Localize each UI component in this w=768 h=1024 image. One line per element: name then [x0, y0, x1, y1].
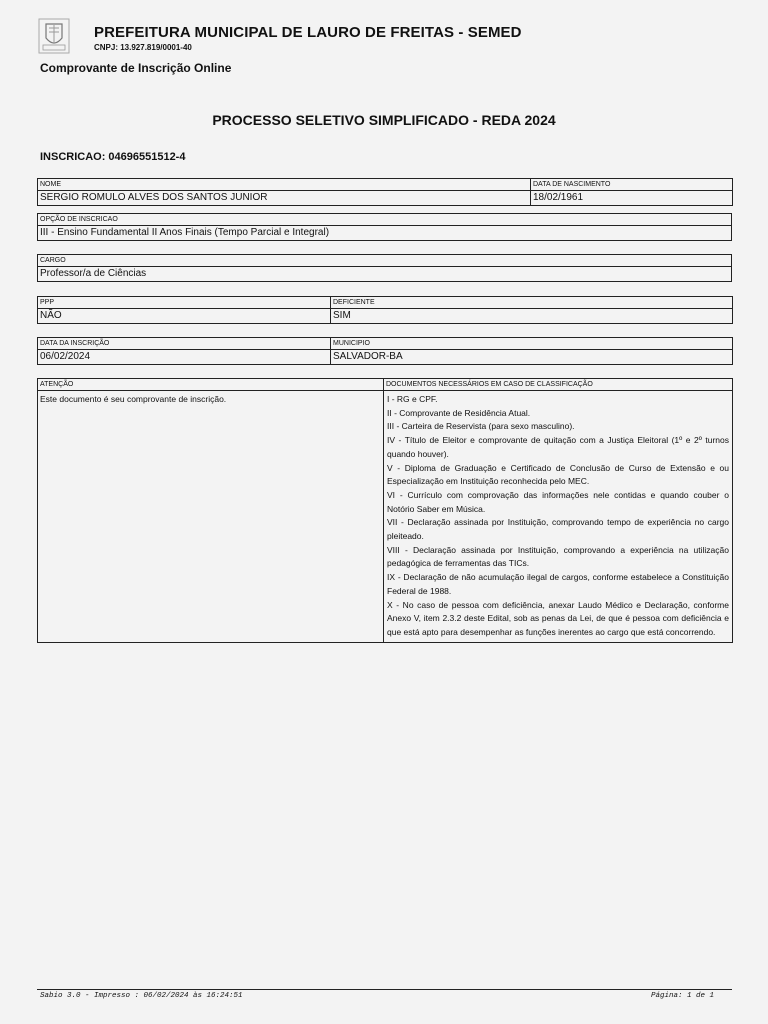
option-table: [37, 213, 732, 241]
document-item: II - Comprovante de Residência Atual.: [387, 407, 531, 418]
document-subtitle: Comprovante de Inscrição Online: [40, 61, 232, 75]
registration-date-value: 06/02/2024: [38, 350, 331, 365]
attention-label: ATENÇÃO: [38, 379, 384, 391]
ppp-label: PPP: [38, 297, 331, 309]
footer-print-info: Sabio 3.0 - Impresso : 06/02/2024 às 16:24:51: [40, 992, 243, 1000]
municipality-value: SALVADOR-BA: [331, 350, 733, 365]
organization-title: PREFEITURA MUNICIPAL DE LAURO DE FREITAS - SEMED: [94, 24, 522, 41]
date-municipality-table: [37, 337, 733, 365]
document-item: IX - Declaração de não acumulação ilegal de cargos, conforme estabelece a Constituição Federal de 1988.: [387, 572, 729, 596]
document-item: V - Diploma de Graduação e Certificado de Conclusão de Curso de Extensão e ou Especialização em Instituição reconhecida pelo MEC.: [387, 462, 729, 487]
name-value: SERGIO ROMULO ALVES DOS SANTOS JUNIOR: [38, 191, 531, 206]
role-table: [37, 254, 732, 282]
document-item: VIII - Declaração assinada por Instituição, comprovando a experiência na utilização pedagógica de ferramentas das TICs.: [387, 544, 729, 569]
disability-value: SIM: [331, 309, 733, 324]
role-label: CARGO: [38, 255, 732, 267]
role-value: Professor/a de Ciências: [38, 267, 732, 282]
option-label: OPÇÃO DE INSCRICAO: [38, 214, 732, 226]
document-item: I - RG e CPF.: [387, 394, 438, 404]
documents-label: DOCUMENTOS NECESSÁRIOS EM CASO DE CLASSIFICAÇÃO: [384, 379, 733, 391]
option-value: III - Ensino Fundamental II Anos Finais (Tempo Parcial e Integral): [38, 226, 732, 241]
documents-list: [384, 391, 733, 643]
process-title: PROCESSO SELETIVO SIMPLIFICADO - REDA 2024: [212, 112, 556, 128]
inscription-number: [40, 151, 185, 163]
name-label: NOME: [38, 179, 531, 191]
cnpj-text: CNPJ: 13.927.819/0001-40: [94, 43, 192, 52]
footer-page-number: Página: 1 de 1: [650, 992, 714, 1000]
municipality-label: MUNICIPIO: [331, 338, 733, 350]
name-birth-table: [37, 178, 733, 206]
ppp-value: NÃO: [38, 309, 331, 324]
attention-text: Este documento é seu comprovante de inscrição.: [38, 391, 384, 643]
inscription-value: 04696551512-4: [108, 151, 186, 163]
document-item: X - No caso de pessoa com deficiência, anexar Laudo Médico e Declaração, conforme Anexo V, item 2.3.2 deste Edital, sob as penas da Lei, de que é pessoa com deficiência e que está apto para desempenhar as funções inerentes ao cargo que está concorrendo.: [387, 599, 729, 637]
ppp-disability-table: [37, 296, 733, 324]
attention-table: [37, 378, 733, 643]
document-item: IV - Título de Eleitor e comprovante de quitação com a Justiça Eleitoral (1º e 2º turnos quando houver).: [387, 435, 729, 459]
municipal-crest-icon: [38, 18, 70, 54]
document-item: VI - Currículo com comprovação das informações nele contidas e quando couber o Notório Saber em Música.: [387, 489, 729, 514]
document-item: VII - Declaração assinada por Instituição, comprovando tempo de experiência no cargo pleiteado.: [387, 517, 729, 542]
birthdate-label: DATA DE NASCIMENTO: [531, 179, 733, 191]
birthdate-value: 18/02/1961: [531, 191, 733, 206]
document-item: III - Carteira de Reservista (para sexo masculino).: [387, 421, 575, 432]
disability-label: DEFICIENTE: [331, 297, 733, 309]
inscription-label: INSCRICAO:: [40, 151, 106, 163]
footer-divider: [37, 989, 732, 990]
registration-date-label: DATA DA INSCRIÇÃO: [38, 338, 331, 350]
